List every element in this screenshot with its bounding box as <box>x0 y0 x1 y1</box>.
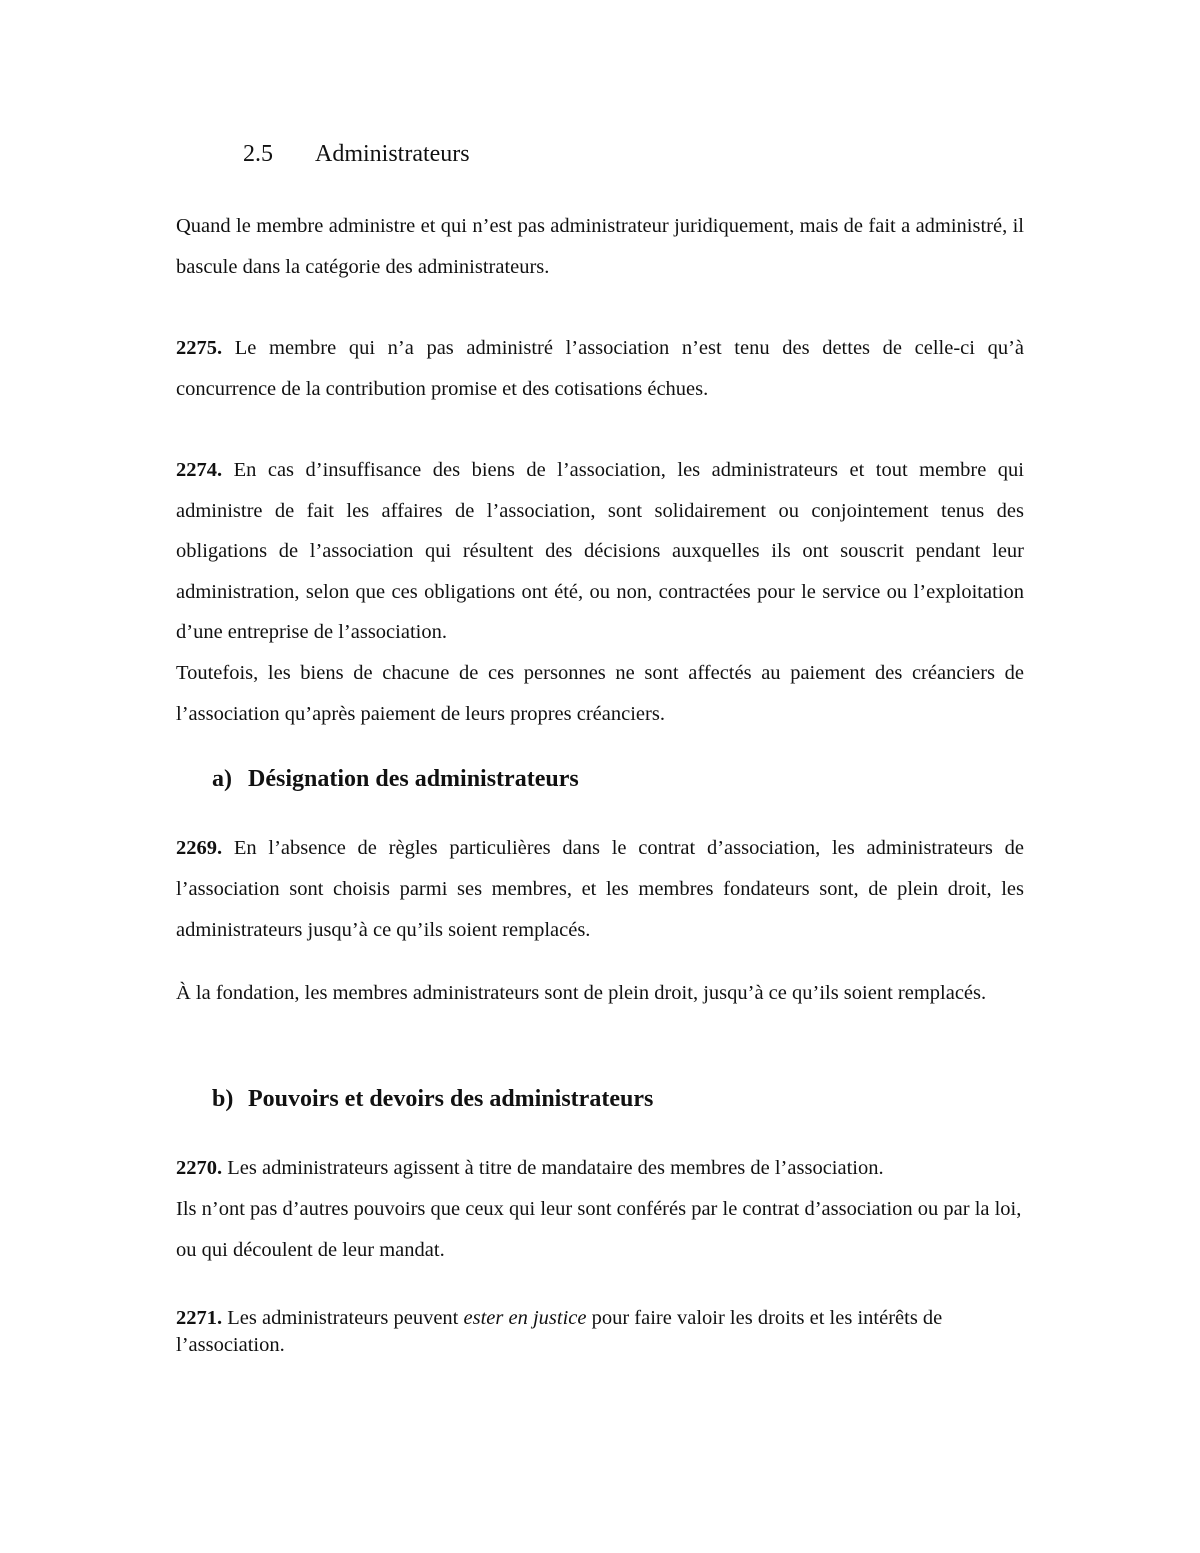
section-title: Administrateurs <box>315 141 470 167</box>
intro-paragraph <box>176 206 1024 288</box>
article-number: 2275. <box>176 337 223 359</box>
article-text: Les administrateurs agissent à titre de mandataire des membres de l’association. <box>222 1157 884 1179</box>
section-number: 2.5 <box>243 141 273 167</box>
article-text-continued: Ils n’ont pas d’autres pouvoirs que ceux qui leur sont conférés par le contrat d’association ou par la loi, ou qui découlent de leur mandat. <box>176 1198 1022 1261</box>
article-number: 2274. <box>176 459 223 481</box>
section-heading <box>243 141 470 168</box>
subheading-designation <box>212 766 579 793</box>
fondation-text: À la fondation, les membres administrateurs sont de plein droit, jusqu’à ce qu’ils soient remplacés. <box>176 982 987 1004</box>
subheading-title: Pouvoirs et devoirs des administrateurs <box>248 1086 654 1112</box>
subheading-pouvoirs <box>212 1086 653 1113</box>
article-2270 <box>176 1148 1024 1271</box>
article-text-italic: ester en justice <box>463 1307 587 1329</box>
article-text: Le membre qui n’a pas administré l’association n’est tenu des dettes de celle-ci qu’à concurrence de la contribution promise et des cotisations échues. <box>176 337 1024 400</box>
article-number: 2270. <box>176 1157 223 1179</box>
article-text-end: pour faire valoir les droits et les intérêts de l’association. <box>176 1307 943 1356</box>
article-text: En l’absence de règles particulières dans le contrat d’association, les administrateurs de l’association sont choisis parmi ses membres, et les membres fondateurs sont, de plein droit, les administrateurs jusqu’à ce qu’ils soient remplacés. <box>176 837 1024 941</box>
subheading-letter: b) <box>212 1086 234 1112</box>
article-text-continued: Toutefois, les biens de chacune de ces personnes ne sont affectés au paiement des créanciers de l’association qu’après paiement de leurs propres créanciers. <box>176 661 1024 725</box>
article-text: En cas d’insuffisance des biens de l’association, les administrateurs et tout membre qui administre de fait les affaires de l’association, sont solidairement ou conjointement tenus des obligations de l’association qui résultent des décisions auxquelles ils ont souscrit pendant leur administration, selon que ces obligations ont été, ou non, contractées pour le service ou l’exploitation d’une entreprise de l’association. <box>176 459 1024 644</box>
article-text: Les administrateurs peuvent <box>222 1307 464 1329</box>
subheading-letter: a) <box>212 766 232 792</box>
article-2275 <box>176 328 1024 410</box>
article-2274 <box>176 450 1024 734</box>
article-2271 <box>176 1305 1024 1359</box>
article-number: 2269. <box>176 837 223 859</box>
fondation-paragraph <box>176 973 1024 1014</box>
article-2269 <box>176 828 1024 951</box>
article-number: 2271. <box>176 1307 223 1329</box>
subheading-title: Désignation des administrateurs <box>248 766 579 792</box>
intro-text: Quand le membre administre et qui n’est pas administrateur juridiquement, mais de fait a administré, il bascule dans la catégorie des administrateurs. <box>176 215 1024 278</box>
